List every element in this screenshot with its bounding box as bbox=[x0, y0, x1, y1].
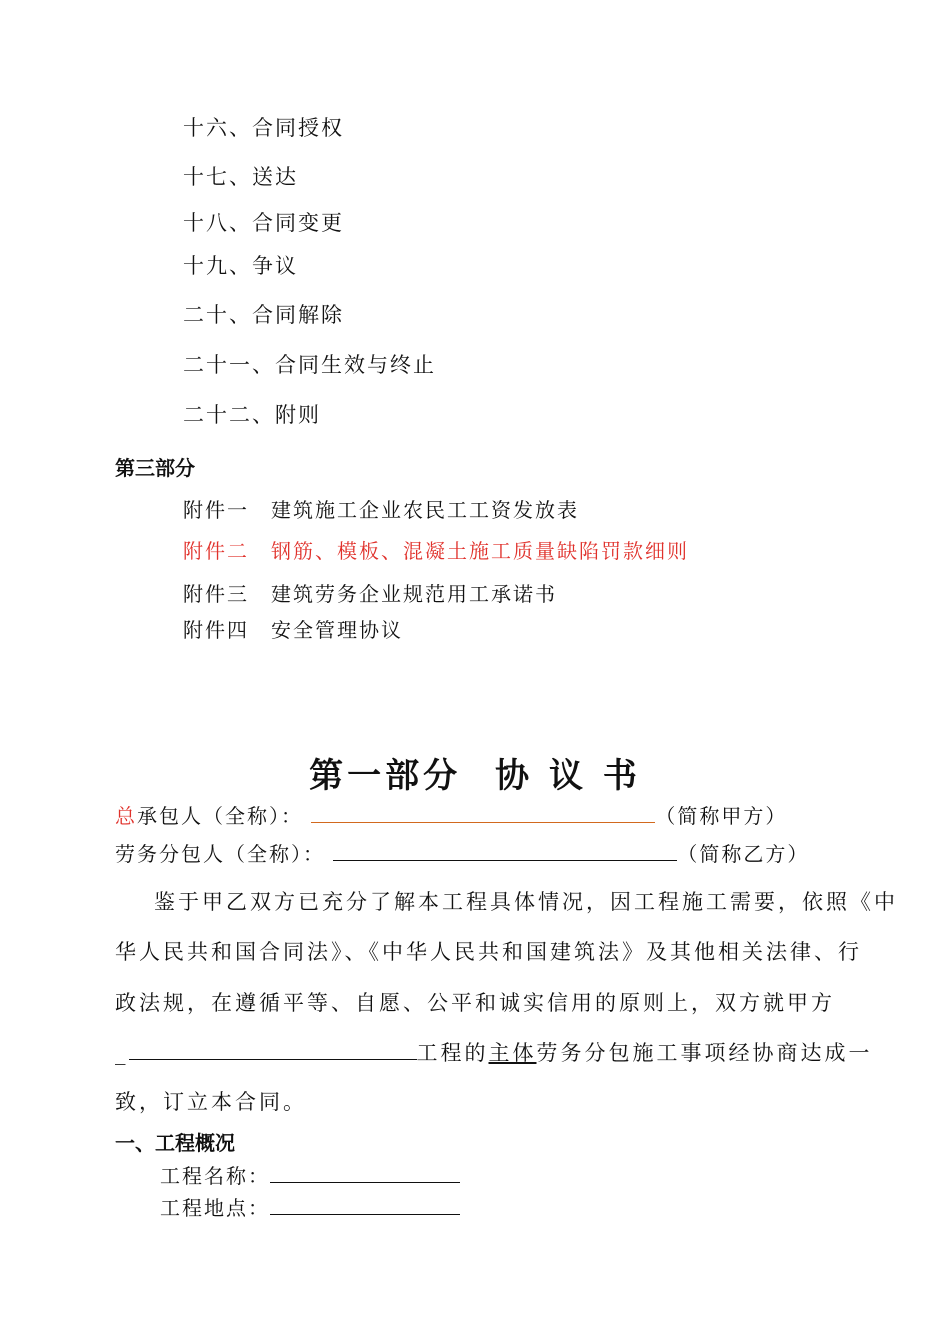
project-location-input[interactable] bbox=[270, 1194, 460, 1215]
general-contractor-line: 总承包人（全称）： （简称甲方） bbox=[115, 804, 788, 828]
agreement-paragraph-line: 政法规，在遵循平等、自愿、公平和诚实信用的原则上，双方就甲方 bbox=[115, 991, 835, 1015]
toc-item: 十七、送达 bbox=[183, 165, 298, 189]
agreement-paragraph-line: 致，订立本合同。 bbox=[115, 1090, 307, 1114]
agreement-paragraph-line: 华人民共和国合同法》、《中华人民共和国建筑法》及其他相关法律、行 bbox=[115, 940, 862, 964]
toc-item: 二十一、合同生效与终止 bbox=[183, 353, 436, 377]
project-name-blank[interactable] bbox=[129, 1041, 417, 1060]
toc-item: 二十、合同解除 bbox=[183, 303, 344, 327]
project-name-input[interactable] bbox=[270, 1162, 460, 1183]
part1-title: 第一部分 协 议 书 bbox=[309, 756, 641, 796]
toc-item: 十六、合同授权 bbox=[183, 116, 344, 140]
toc-item: 二十二、附则 bbox=[183, 403, 321, 427]
attachment-item: 附件四 安全管理协议 bbox=[183, 618, 403, 642]
toc-item: 十八、合同变更 bbox=[183, 211, 344, 235]
attachment-item: 附件一 建筑施工企业农民工工资发放表 bbox=[183, 498, 579, 522]
project-location-field: 工程地点： bbox=[160, 1192, 460, 1221]
agreement-paragraph-line: 鉴于甲乙双方已充分了解本工程具体情况，因工程施工需要，依照《中 bbox=[154, 890, 898, 914]
general-contractor-blank[interactable] bbox=[311, 802, 655, 823]
toc-item: 十九、争议 bbox=[183, 254, 298, 278]
project-name-field: 工程名称： bbox=[160, 1160, 460, 1189]
labor-subcontractor-blank[interactable] bbox=[333, 840, 677, 861]
agreement-paragraph-line: _ 工程的主体劳务分包施工事项经协商达成一 bbox=[115, 1041, 873, 1065]
attachment-item-highlighted: 附件二 钢筋、模板、混凝土施工质量缺陷罚款细则 bbox=[183, 539, 689, 563]
section1-heading: 一、工程概况 bbox=[115, 1131, 235, 1155]
labor-subcontractor-line: 劳务分包人（全称）： （简称乙方） bbox=[115, 842, 810, 866]
attachment-item: 附件三 建筑劳务企业规范用工承诺书 bbox=[183, 582, 557, 606]
part3-heading: 第三部分 bbox=[115, 456, 195, 480]
